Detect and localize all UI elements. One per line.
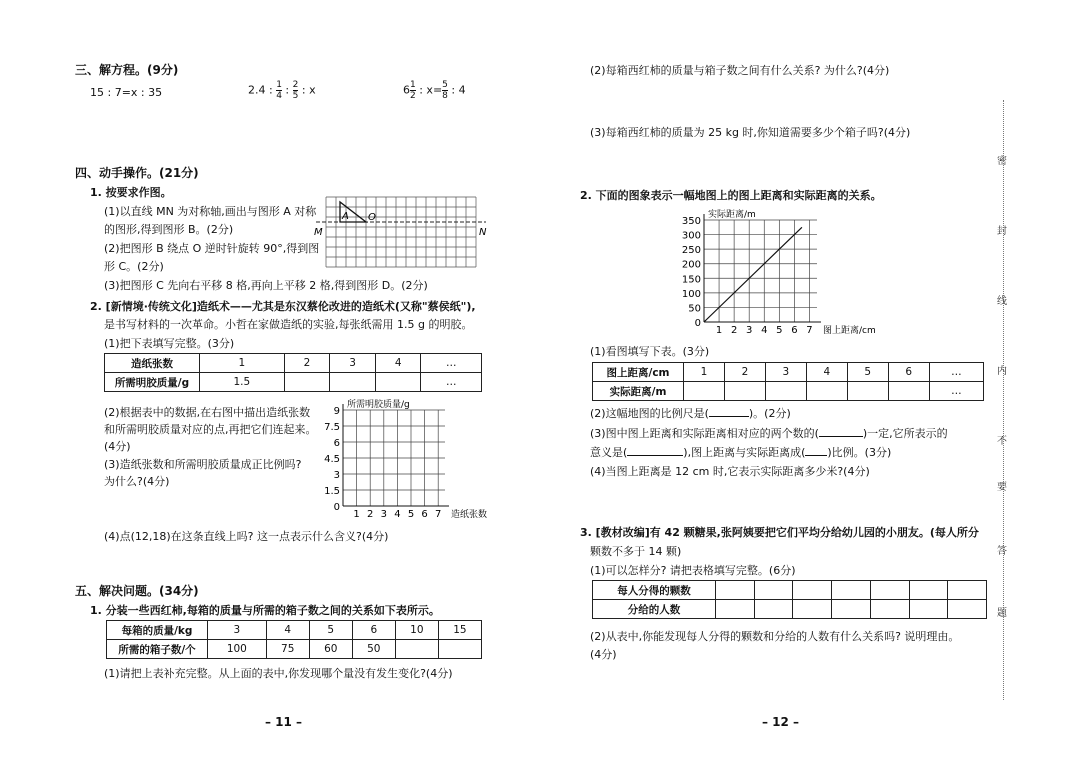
q2-line2: 是书写材料的一次革命。小哲在家做造纸的实验,每张纸需用 1.5 g 的明胶。 xyxy=(104,318,473,331)
table-cell: … xyxy=(421,373,482,392)
y-tick-label: 200 xyxy=(681,259,701,271)
table-row xyxy=(593,581,987,600)
r-q3-2-line1: (2)从表中,你能发现每人分得的颗数和分给的人数有什么关系吗? 说明理由。 xyxy=(590,630,960,643)
table-cell[interactable] xyxy=(754,581,793,600)
table-cell: 1 xyxy=(684,363,725,382)
q2-2-line1: (2)根据表中的数据,在右图中描出造纸张数 xyxy=(104,406,311,419)
table-cell: 50 xyxy=(352,640,395,659)
binding-char: 答 xyxy=(997,546,1007,557)
q1-2-line1: (2)把图形 B 绕点 O 逆时针旋转 90°,得到图 xyxy=(104,242,320,255)
y-tick-label: 300 xyxy=(681,230,701,242)
binding-char: 封 xyxy=(997,226,1007,237)
table-cell xyxy=(438,640,481,659)
r-q2: 2. 下面的图象表示一幅地图上的图上距离和实际距离的关系。 xyxy=(580,189,882,202)
paper-table xyxy=(104,353,482,392)
r-q2-3-line1: (3)图中图上距离和实际距离相对应的两个数的( )一定,它所表示的 xyxy=(590,427,948,440)
distance-chart xyxy=(660,204,890,339)
table-cell[interactable] xyxy=(948,581,987,600)
table-cell[interactable] xyxy=(870,581,909,600)
y-tick-label: 0 xyxy=(694,318,701,329)
transform-grid xyxy=(312,193,492,273)
x-tick-label: 6 xyxy=(421,509,428,520)
y-tick-label: 50 xyxy=(688,303,701,315)
table-cell: 每人分得的颗数 xyxy=(593,581,716,600)
table-cell: 造纸张数 xyxy=(105,354,200,373)
q1-title: 1. 按要求作图。 xyxy=(90,186,172,199)
table-cell xyxy=(395,640,438,659)
q1-2-line2: 形 C。(2分) xyxy=(104,260,164,273)
label-n: N xyxy=(479,227,487,238)
r-q2-2: (2)这幅地图的比例尺是( )。(2分) xyxy=(590,407,791,420)
table-cell xyxy=(284,373,330,392)
table-cell[interactable] xyxy=(716,581,755,600)
y-tick-label: 4.5 xyxy=(324,454,340,465)
x-tick-label: 3 xyxy=(380,509,387,520)
table-cell: 3 xyxy=(330,354,376,373)
section-4-title: 四、动手操作。(21分) xyxy=(75,166,199,180)
table-cell: 6 xyxy=(888,363,929,382)
r-q3-1: (1)可以怎样分? 请把表格填写完整。(6分) xyxy=(590,564,796,577)
q2-3-line1: (3)造纸张数和所需明胶质量成正比例吗? xyxy=(104,458,302,471)
q2-3-line2: 为什么?(4分) xyxy=(104,475,170,488)
y-tick-label: 150 xyxy=(681,274,701,286)
binding-char: 内 xyxy=(997,366,1007,377)
equation-2: 2.4 : $\frac{1}{4}$ : $\frac{2}{5}$ : x xyxy=(248,80,316,101)
table-cell: 4 xyxy=(266,621,309,640)
r-q1-3: (3)每箱西红柿的质量为 25 kg 时,你知道需要多少个箱子吗?(4分) xyxy=(590,126,911,139)
table-cell: 4 xyxy=(806,363,847,382)
table-cell[interactable] xyxy=(754,600,793,619)
q2-2-line3: (4分) xyxy=(104,440,131,453)
table-cell: 1 xyxy=(200,354,285,373)
x-tick-label: 1 xyxy=(353,509,360,520)
section-3-title: 三、解方程。(9分) xyxy=(75,63,179,77)
label-a: A xyxy=(342,211,349,222)
table-cell: 60 xyxy=(309,640,352,659)
q1-1-line1: (1)以直线 MN 为对称轴,画出与图形 A 对称 xyxy=(104,205,317,218)
table-cell[interactable] xyxy=(793,600,832,619)
y-tick-label: 250 xyxy=(681,245,701,257)
label-m: M xyxy=(314,227,323,238)
table-cell: 3 xyxy=(765,363,806,382)
table-cell[interactable] xyxy=(948,600,987,619)
table-cell: 2 xyxy=(284,354,330,373)
q2-4: (4)点(12,18)在这条直线上吗? 这一点表示什么含义?(4分) xyxy=(104,530,389,543)
x-axis-label: 图上距离/cm xyxy=(823,326,876,336)
y-tick-label: 350 xyxy=(681,216,701,227)
table-cell[interactable] xyxy=(870,600,909,619)
r-q3-2-line2: (4分) xyxy=(590,648,617,661)
tomato-table xyxy=(106,620,482,659)
x-tick-label: 5 xyxy=(776,325,783,336)
table-cell: 5 xyxy=(309,621,352,640)
table-cell[interactable] xyxy=(793,581,832,600)
table-cell: 5 xyxy=(847,363,888,382)
table-cell: 2 xyxy=(724,363,765,382)
table-cell: 分给的人数 xyxy=(593,600,716,619)
page-number-right: – 12 – xyxy=(762,715,800,729)
x-tick-label: 6 xyxy=(791,325,798,336)
binding-char: 线 xyxy=(997,296,1007,307)
table-cell: 3 xyxy=(208,621,267,640)
table-cell xyxy=(765,382,806,401)
s5-q1: 1. 分装一些西红柿,每箱的质量与所需的箱子数之间的关系如下表所示。 xyxy=(90,604,440,617)
y-tick-label: 0 xyxy=(333,502,340,513)
table-row xyxy=(593,363,984,382)
q2-1: (1)把下表填写完整。(3分) xyxy=(104,337,235,350)
table-cell xyxy=(330,373,376,392)
table-cell xyxy=(375,373,421,392)
r-q2-1: (1)看图填写下表。(3分) xyxy=(590,345,710,358)
table-cell[interactable] xyxy=(832,581,871,600)
table-cell xyxy=(724,382,765,401)
table-row xyxy=(107,621,482,640)
table-cell[interactable] xyxy=(909,581,948,600)
x-tick-label: 1 xyxy=(715,325,723,336)
table-row xyxy=(593,600,987,619)
grid-lines xyxy=(326,197,476,267)
table-cell xyxy=(847,382,888,401)
x-tick-label: 7 xyxy=(435,509,442,520)
table-row xyxy=(105,354,482,373)
r-q2-3-line2: 意义是( ),图上距离与实际距离成( )比例。(3分) xyxy=(590,446,892,459)
table-cell: … xyxy=(929,382,983,401)
series-line xyxy=(704,227,802,322)
table-cell: 10 xyxy=(395,621,438,640)
table-cell: 100 xyxy=(208,640,267,659)
table-row xyxy=(593,382,984,401)
y-tick-label: 9 xyxy=(333,406,340,417)
equation-3: 6 $\frac{1}{2}$ : x= $\frac{5}{8}$ : 4 xyxy=(403,80,466,101)
binding-char: 题 xyxy=(997,608,1007,619)
equation-1: 15 : 7=x : 35 xyxy=(90,86,163,99)
binding-char: 不 xyxy=(997,436,1007,447)
binding-char: 要 xyxy=(997,482,1007,493)
x-tick-label: 7 xyxy=(806,325,813,336)
table-cell[interactable] xyxy=(909,600,948,619)
r-q1-2: (2)每箱西红柿的质量与箱子数之间有什么关系? 为什么?(4分) xyxy=(590,64,890,77)
table-cell xyxy=(888,382,929,401)
s5-q1-1: (1)请把上表补充完整。从上面的表中,你发现哪个量没有发生变化?(4分) xyxy=(104,667,453,680)
y-tick-label: 1.5 xyxy=(324,486,340,497)
r-q3-line1: 3. [教材改编]有 42 颗糖果,张阿姨要把它们平均分给幼儿园的小朋友。(每人所分 xyxy=(580,526,979,539)
table-cell: … xyxy=(929,363,983,382)
table-cell[interactable] xyxy=(716,600,755,619)
table-cell xyxy=(806,382,847,401)
table-cell: 4 xyxy=(375,354,421,373)
x-tick-label: 4 xyxy=(394,509,401,520)
r-q3-line2: 颗数不多于 14 颗) xyxy=(590,545,682,558)
table-cell: 所需的箱子数/个 xyxy=(107,640,208,659)
label-o: O xyxy=(368,212,376,223)
x-axis-label: 造纸张数 xyxy=(451,510,488,520)
table-row xyxy=(105,373,482,392)
q2-2-line2: 和所需明胶质量对应的点,再把它们连起来。 xyxy=(104,423,317,436)
x-tick-label: 4 xyxy=(761,325,768,336)
q1-3: (3)把图形 C 先向右平移 8 格,再向上平移 2 格,得到图形 D。(2分) xyxy=(104,279,428,292)
y-tick-label: 6 xyxy=(333,438,340,449)
table-row xyxy=(107,640,482,659)
q1-1-line2: 的图形,得到图形 B。(2分) xyxy=(104,223,234,236)
table-cell: 75 xyxy=(266,640,309,659)
r-q2-4: (4)当图上距离是 12 cm 时,它表示实际距离多少米?(4分) xyxy=(590,465,870,478)
glue-mass-chart xyxy=(315,398,490,520)
table-cell xyxy=(684,382,725,401)
table-cell: 15 xyxy=(438,621,481,640)
distance-table xyxy=(592,362,984,401)
table-cell: … xyxy=(421,354,482,373)
y-tick-label: 7.5 xyxy=(324,422,340,433)
table-cell[interactable] xyxy=(832,600,871,619)
y-tick-label: 100 xyxy=(681,288,701,300)
table-cell: 所需明胶质量/g xyxy=(105,373,200,392)
x-tick-label: 3 xyxy=(746,325,753,336)
table-cell: 图上距离/cm xyxy=(593,363,684,382)
table-cell: 实际距离/m xyxy=(593,382,684,401)
q2-line1: 2. [新情境·传统文化]造纸术——尤其是东汉蔡伦改进的造纸术(又称"蔡侯纸"), xyxy=(90,300,476,313)
y-tick-label: 3 xyxy=(333,470,340,481)
candy-table xyxy=(592,580,987,619)
x-tick-label: 5 xyxy=(407,509,415,520)
section-5-title: 五、解决问题。(34分) xyxy=(75,584,199,598)
binding-char: 密 xyxy=(997,156,1007,167)
x-tick-label: 2 xyxy=(367,509,374,520)
x-tick-label: 2 xyxy=(730,325,738,336)
y-axis-label: 所需明胶质量/g xyxy=(347,400,410,410)
table-cell: 6 xyxy=(352,621,395,640)
page-number-left: – 11 – xyxy=(265,715,303,729)
table-cell: 每箱的质量/kg xyxy=(107,621,208,640)
y-axis-label: 实际距离/m xyxy=(708,210,756,220)
table-cell: 1.5 xyxy=(200,373,285,392)
